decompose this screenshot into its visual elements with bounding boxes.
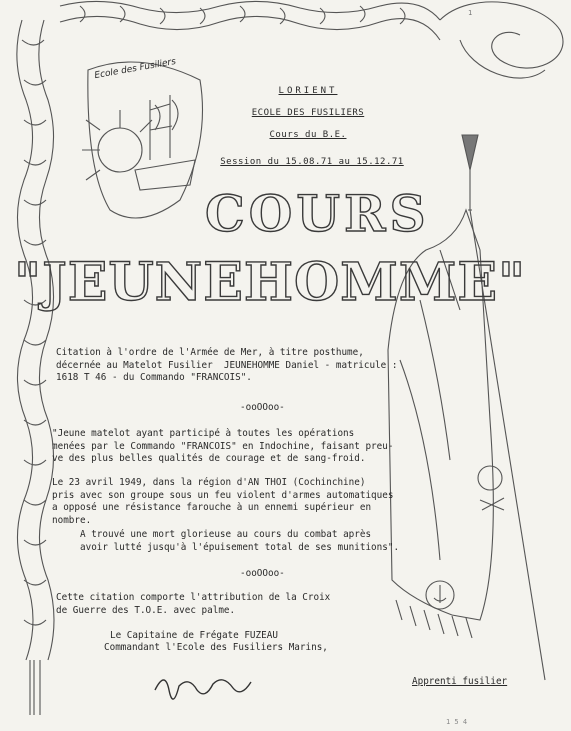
quote-paragraph-3: A trouvé une mort glorieuse au cours du combat après avoir lutté jusqu'à l'épuisement total de ses munitions". bbox=[80, 529, 400, 553]
closing-text: Cette citation comporte l'attribution de la Croix de Guerre des T.O.E. avec palme. bbox=[56, 592, 331, 616]
illustration-caption: Apprenti fusilier bbox=[412, 676, 508, 687]
separator-1: -ooOOoo- bbox=[240, 402, 285, 413]
bottom-mark: 1 5 4 bbox=[446, 718, 468, 726]
separator-2: -ooOOoo- bbox=[240, 568, 285, 579]
title-name: "JEUNEHOMME" bbox=[14, 252, 527, 313]
header-session: Session du 15.08.71 au 15.12.71 bbox=[220, 157, 404, 167]
signatory-title: Le Capitaine de Frégate FUZEAU bbox=[110, 630, 278, 641]
braided-rope-left bbox=[17, 20, 54, 715]
header-course: Cours du B.E. bbox=[269, 130, 347, 140]
title-cours: COURS bbox=[205, 184, 430, 243]
quote-paragraph-2: Le 23 avril 1949, dans la région d'AN THOI (Cochinchine) pris avec son groupe sous un feu violent d'armes automatiques a opposé une résistance farouche à un ennemi supérieur en nombre. bbox=[52, 477, 394, 526]
corner-mark: 1 bbox=[468, 9, 473, 17]
signatory-role: Commandant l'Ecole des Fusiliers Marins, bbox=[104, 642, 328, 653]
signature-drawing bbox=[155, 680, 251, 699]
header-city: LORIENT bbox=[278, 86, 338, 96]
header-school: ECOLE DES FUSILIERS bbox=[251, 108, 365, 118]
emblem-label: Ecole des Fusiliers bbox=[93, 56, 177, 82]
citation-text: Citation à l'ordre de l'Armée de Mer, à titre posthume, décernée au Matelot Fusilier JEUNEHOMME Daniel - matricule : 1618 T 46 - du Commando "FRANCOIS". bbox=[56, 347, 398, 384]
quote-paragraph-1: "Jeune matelot ayant participé à toutes les opérations menées par le Commando "FRANCOIS" en Indochine, faisant preu- ve des plus belles qualités de courage et de sang-froid. bbox=[52, 428, 394, 465]
school-emblem bbox=[82, 62, 203, 218]
